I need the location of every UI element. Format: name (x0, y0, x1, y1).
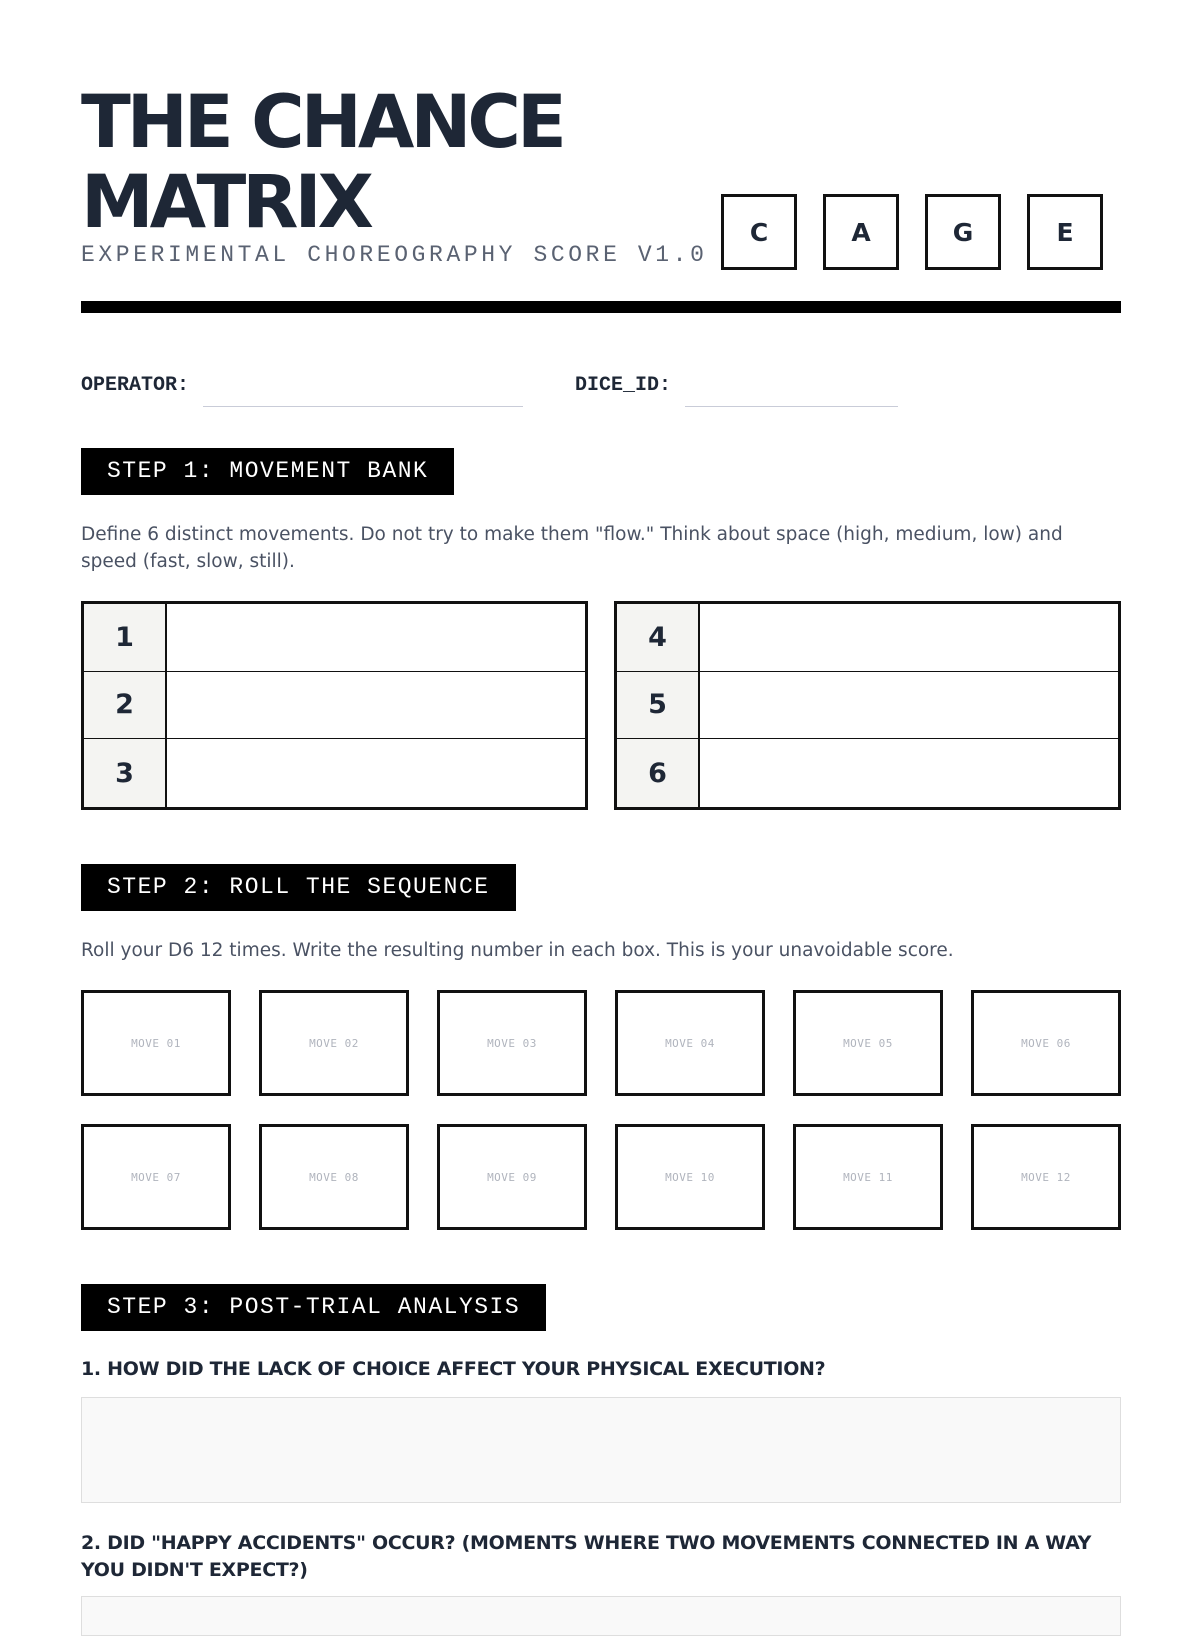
movement-input[interactable] (167, 672, 585, 739)
sequence-box[interactable]: MOVE 10 (615, 1124, 765, 1230)
step-1-heading: STEP 1: MOVEMENT BANK (81, 448, 454, 495)
movement-row (84, 672, 585, 740)
dice-id-label: DICE_ID: (575, 374, 672, 397)
movement-number: 4 (617, 604, 700, 671)
question-2: 2. DID "HAPPY ACCIDENTS" OCCUR? (MOMENTS WHERE TWO MOVEMENTS CONNECTED IN A WAY YOU DIDN'T EXPECT?) (81, 1532, 1092, 1581)
movement-number: 6 (617, 739, 700, 807)
movement-number: 2 (84, 672, 167, 739)
movement-row (617, 672, 1118, 740)
sequence-grid (81, 990, 1121, 1230)
sequence-box[interactable]: MOVE 08 (259, 1124, 409, 1230)
movement-row (84, 604, 585, 672)
movement-number: 5 (617, 672, 700, 739)
header-rule (81, 301, 1121, 313)
page-title (81, 80, 721, 245)
sequence-box[interactable]: MOVE 04 (615, 990, 765, 1096)
movement-row (617, 604, 1118, 672)
cage-letter-a: A (823, 194, 899, 270)
movement-number: 3 (84, 739, 167, 807)
step-1-description: Define 6 distinct movements. Do not try to make them "flow." Think about space (high, medium, low) and speed (fast, slow, still). (81, 524, 1063, 572)
step-3-heading: STEP 3: POST-TRIAL ANALYSIS (81, 1284, 546, 1331)
operator-label: OPERATOR: (81, 374, 190, 397)
sequence-box[interactable]: MOVE 06 (971, 990, 1121, 1096)
sequence-box[interactable]: MOVE 03 (437, 990, 587, 1096)
sequence-box[interactable]: MOVE 09 (437, 1124, 587, 1230)
title-line-2: MATRIX (81, 160, 370, 245)
answer-2-field[interactable] (81, 1596, 1121, 1636)
sequence-box[interactable]: MOVE 01 (81, 990, 231, 1096)
cage-letter-e: E (1027, 194, 1103, 270)
dice-id-field[interactable] (685, 406, 898, 407)
answer-1-field[interactable] (81, 1397, 1121, 1503)
movement-input[interactable] (700, 604, 1118, 671)
step-2-description: Roll your D6 12 times. Write the resulting number in each box. This is your unavoidable score. (81, 940, 954, 961)
cage-letter-c: C (721, 194, 797, 270)
movement-row (84, 739, 585, 807)
movement-input[interactable] (700, 672, 1118, 739)
movement-number: 1 (84, 604, 167, 671)
movement-input[interactable] (700, 739, 1118, 807)
sequence-box[interactable]: MOVE 02 (259, 990, 409, 1096)
sequence-box[interactable]: MOVE 11 (793, 1124, 943, 1230)
movement-input[interactable] (167, 739, 585, 807)
cage-letter-g: G (925, 194, 1001, 270)
sequence-box[interactable]: MOVE 12 (971, 1124, 1121, 1230)
title-line-1: THE CHANCE (81, 80, 563, 165)
sequence-box[interactable]: MOVE 05 (793, 990, 943, 1096)
movement-row (617, 739, 1118, 807)
sequence-box[interactable]: MOVE 07 (81, 1124, 231, 1230)
movement-bank-left (81, 601, 588, 810)
cage-letter-boxes (721, 194, 1103, 270)
step-2-heading: STEP 2: ROLL THE SEQUENCE (81, 864, 516, 911)
operator-field[interactable] (203, 406, 523, 407)
subtitle: EXPERIMENTAL CHOREOGRAPHY SCORE V1.0 (81, 242, 708, 268)
question-1: 1. HOW DID THE LACK OF CHOICE AFFECT YOUR PHYSICAL EXECUTION? (81, 1358, 826, 1380)
movement-input[interactable] (167, 604, 585, 671)
movement-bank-right (614, 601, 1121, 810)
